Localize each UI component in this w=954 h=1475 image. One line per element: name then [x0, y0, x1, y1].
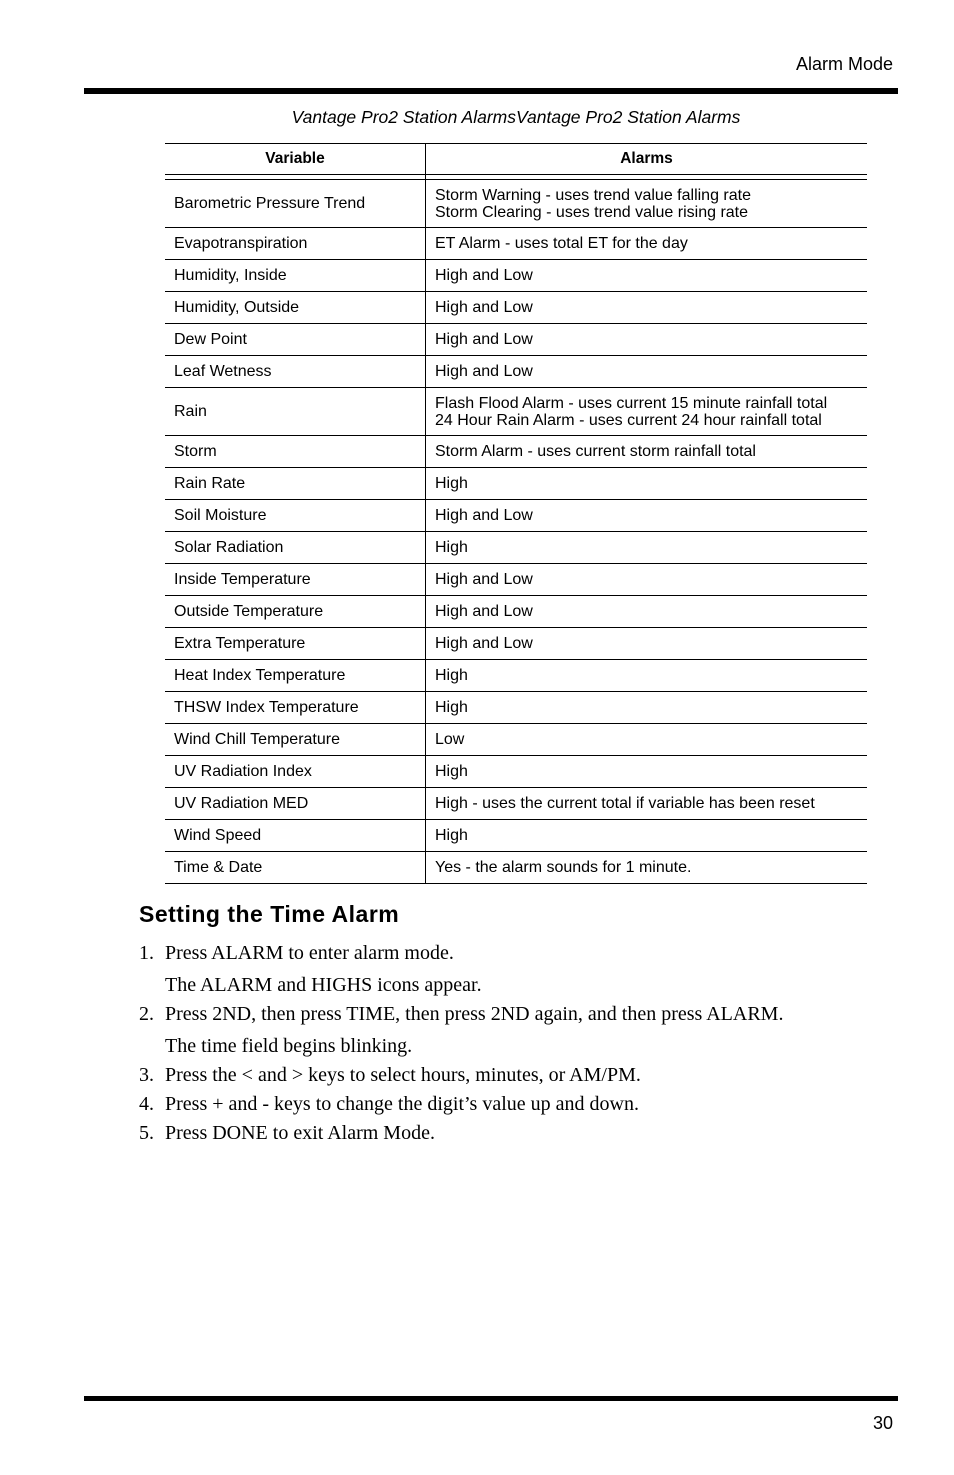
table-header-row [165, 144, 867, 175]
alarms-table [165, 143, 867, 884]
step-number: 5. [139, 1122, 154, 1144]
alarm-line: 24 Hour Rain Alarm - uses current 24 hour rainfall total [435, 411, 822, 429]
step-note: The time field begins blinking. [165, 1035, 413, 1057]
column-header-variable: Variable [165, 144, 426, 175]
alarm-line: High and Low [435, 635, 533, 652]
alarm-line: High and Low [435, 363, 533, 380]
variable-cell: THSW Index Temperature [165, 692, 426, 724]
alarms-cell [426, 692, 868, 724]
table-row [165, 628, 867, 660]
step-item [139, 940, 879, 998]
alarm-line: High - uses the current total if variable has been reset [435, 795, 815, 812]
column-header-alarms: Alarms [426, 144, 868, 175]
alarm-line: High and Low [435, 507, 533, 524]
alarms-cell [426, 436, 868, 468]
variable-cell: Rain Rate [165, 468, 426, 500]
alarm-line: High and Low [435, 299, 533, 316]
alarm-line: Storm Clearing - uses trend value rising rate [435, 203, 749, 221]
variable-cell: Heat Index Temperature [165, 660, 426, 692]
alarms-cell [426, 500, 868, 532]
table-row [165, 500, 867, 532]
step-text: Press the < and > keys to select hours, minutes, or AM/PM. [165, 1064, 641, 1086]
running-header: Alarm Mode [795, 54, 893, 74]
alarms-cell [426, 468, 868, 500]
alarm-line: High and Low [435, 571, 533, 588]
alarm-line: Storm Warning - uses trend value falling rate [435, 186, 751, 204]
alarms-cell [426, 596, 868, 628]
variable-cell: Outside Temperature [165, 596, 426, 628]
alarm-line: Yes - the alarm sounds for 1 minute. [435, 859, 692, 876]
table-row [165, 260, 867, 292]
step-item [139, 1120, 879, 1146]
alarms-cell [426, 660, 868, 692]
alarms-cell [426, 260, 868, 292]
table-row [165, 180, 867, 228]
table-row [165, 228, 867, 260]
alarms-cell [426, 724, 868, 756]
table-body [165, 175, 867, 884]
step-number: 3. [139, 1064, 154, 1086]
variable-cell: Leaf Wetness [165, 356, 426, 388]
alarm-line: High [435, 827, 468, 844]
table-row [165, 388, 867, 436]
alarms-cell [426, 532, 868, 564]
alarms-cell [426, 324, 868, 356]
step-text: Press ALARM to enter alarm mode. [165, 942, 454, 964]
alarm-line: High [435, 667, 468, 684]
variable-cell: Extra Temperature [165, 628, 426, 660]
alarms-cell [426, 356, 868, 388]
table-row [165, 356, 867, 388]
variable-cell: Storm [165, 436, 426, 468]
alarms-cell [426, 180, 868, 228]
table-row [165, 756, 867, 788]
variable-cell: Soil Moisture [165, 500, 426, 532]
table-row [165, 324, 867, 356]
table-row [165, 292, 867, 324]
step-text: Press + and - keys to change the digit’s value up and down. [165, 1093, 639, 1115]
table-row [165, 660, 867, 692]
variable-cell: Wind Speed [165, 820, 426, 852]
table-row [165, 852, 867, 884]
table-row [165, 436, 867, 468]
step-number: 1. [139, 942, 154, 964]
alarms-cell [426, 820, 868, 852]
steps-list [139, 940, 879, 1146]
table-row [165, 820, 867, 852]
section-heading: Setting the Time Alarm [139, 901, 400, 927]
step-number: 4. [139, 1093, 154, 1115]
variable-cell: Humidity, Outside [165, 292, 426, 324]
variable-cell: Inside Temperature [165, 564, 426, 596]
alarms-cell [426, 564, 868, 596]
step-item [139, 1091, 879, 1117]
alarm-line: Storm Alarm - uses current storm rainfall total [435, 443, 756, 460]
alarm-line: High and Low [435, 267, 533, 284]
alarm-line: High [435, 763, 468, 780]
variable-cell: Rain [165, 388, 426, 436]
variable-cell: Wind Chill Temperature [165, 724, 426, 756]
step-item [139, 1062, 879, 1088]
variable-cell: Dew Point [165, 324, 426, 356]
variable-cell: UV Radiation MED [165, 788, 426, 820]
table-row [165, 788, 867, 820]
variable-cell: Humidity, Inside [165, 260, 426, 292]
table-row [165, 724, 867, 756]
step-number: 2. [139, 1003, 154, 1025]
table-row [165, 468, 867, 500]
step-text: Press 2ND, then press TIME, then press 2ND again, and then press ALARM. [165, 1003, 784, 1025]
table-row [165, 692, 867, 724]
variable-cell: Evapotranspiration [165, 228, 426, 260]
step-item [139, 1001, 879, 1059]
table-caption: Vantage Pro2 Station AlarmsVantage Pro2 Station Alarms [291, 107, 741, 127]
page-number: 30 [872, 1413, 893, 1433]
table-row [165, 596, 867, 628]
alarm-line: High and Low [435, 331, 533, 348]
alarms-cell [426, 788, 868, 820]
alarms-cell [426, 852, 868, 884]
alarm-line: High [435, 539, 468, 556]
header-rule [84, 88, 898, 94]
variable-cell: UV Radiation Index [165, 756, 426, 788]
variable-cell: Barometric Pressure Trend [165, 180, 426, 228]
alarms-cell [426, 292, 868, 324]
alarms-cell [426, 228, 868, 260]
step-text: Press DONE to exit Alarm Mode. [165, 1122, 435, 1144]
alarm-line: High [435, 699, 468, 716]
alarm-line: ET Alarm - uses total ET for the day [435, 235, 688, 252]
alarms-cell [426, 388, 868, 436]
table-row [165, 564, 867, 596]
alarms-cell [426, 628, 868, 660]
alarms-cell [426, 756, 868, 788]
alarm-line: High and Low [435, 603, 533, 620]
alarm-line: Low [435, 731, 465, 748]
footer-rule [84, 1396, 898, 1401]
variable-cell: Solar Radiation [165, 532, 426, 564]
variable-cell: Time & Date [165, 852, 426, 884]
table-row [165, 532, 867, 564]
alarm-line: High [435, 475, 468, 492]
alarm-line: Flash Flood Alarm - uses current 15 minute rainfall total [435, 394, 828, 412]
step-note: The ALARM and HIGHS icons appear. [165, 974, 482, 996]
